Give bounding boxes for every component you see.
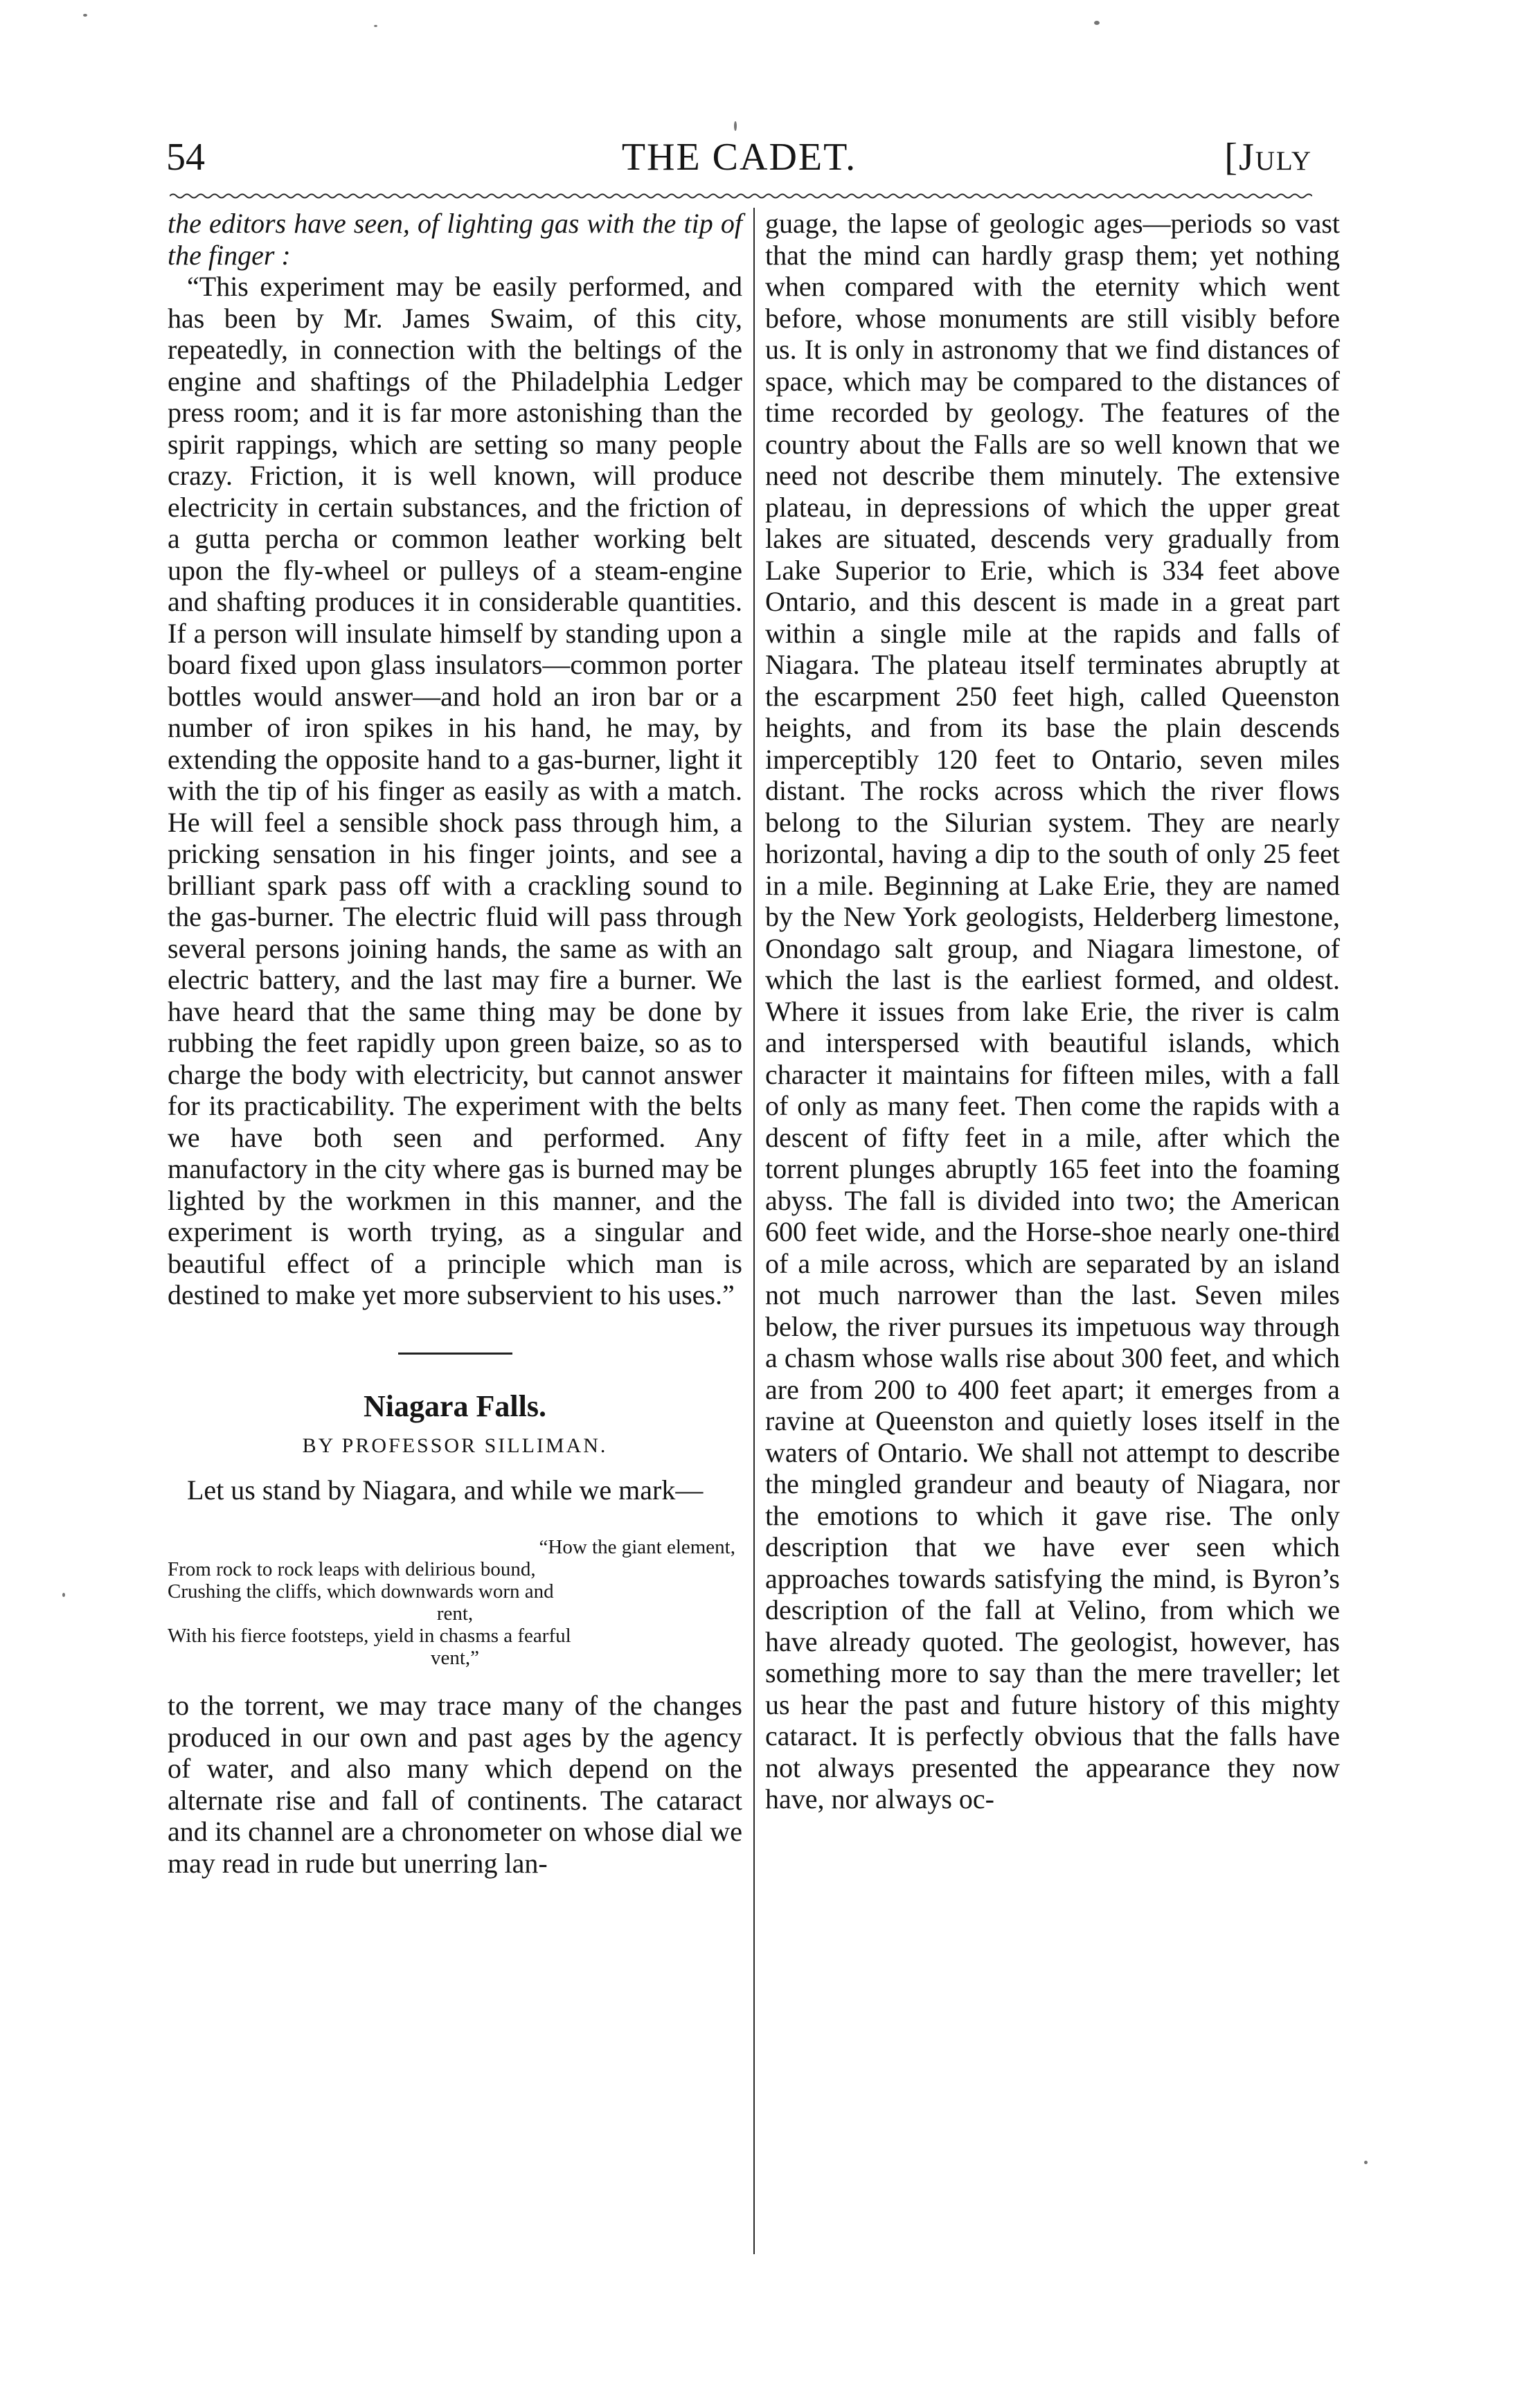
page-header <box>166 135 1312 184</box>
section-divider <box>398 1353 512 1355</box>
poem-line: vent,” <box>430 1647 480 1669</box>
article-body-right: guage, the lapse of geologic ages—periods so vast that the mind can hardly grasp them; yet nothing when compared with the eternity which went before, whose monuments are still visibly before us. It is only in astronomy that we find distances of space, which may be compared to the distances of time recorded by geology. The features of the country about the Falls are so well known that we need not describe them minutely. The extensive plateau, in depressions of which the upper great lakes are situated, descends very gradually from Lake Superior to Erie, which is 334 feet above Ontario, and this descent is made in a great part within a single mile at the rapids and falls of Niagara. The plateau itself terminates abruptly at the escarpment 250 feet high, called Queenston heights, and from its base the plain descends imperceptibly 120 feet to Ontario, seven miles distant. The rocks across which the river flows belong to the Silurian system. They are nearly horizontal, having a dip to the south of only 25 feet in a mile. Beginning at Lake Erie, they are named by the New York geologists, Helderberg limestone, Onondago salt group, and Niagara limestone, of which the last is the earliest formed, and oldest. Where it issues from lake Erie, the river is calm and interspersed with beautiful islands, which character it maintains for fifteen miles, with a fall of only as many feet. Then come the rapids with a descent of fifty feet in a mile, after which the torrent plunges abruptly 165 feet into the foaming abyss. The fall is divided into two; the American 600 feet wide, and the Horse-shoe nearly one-third of a mile across, which are separated by an island not much narrower than the last. Seven miles below, the river pursues its impetuous way through a chasm whose walls rise about 300 feet, and which are from 200 to 400 feet apart; it emerges from a ravine at Queenston and quietly loses itself in the waters of Ontario. We shall not attempt to describe the mingled grandeur and beauty of Niagara, nor the emotions to which it gave rise. The only description that we have ever seen which approaches towards satisfying the mind, is Byron’s description of the fall at Velino, from which we have already quoted. The geologist, however, has something more to say than the mere traveller; let us hear the past and future history of this mighty cataract. It is perfectly obvious that the falls have not always presented the appearance they now have, nor always oc- <box>765 208 1340 1814</box>
scan-speck <box>1094 21 1100 25</box>
quoted-passage: “This experiment may be easily performed, and has been by Mr. James Swaim, of this city, repeatedly, in connection with the beltings of the engine and shaftings of the Philadelphia Ledger press room; and it is far more astonishing than the spirit rappings, which are setting so many people crazy. Friction, it is well known, will produce electricity in certain substances, and the friction of a gutta percha or common leather working belt upon the fly-wheel or pulleys of a steam-engine and shafting produces it in considerable quantities. If a person will insulate himself by standing upon a board fixed upon glass insulators—common porter bottles would answer—and hold an iron bar or a number of iron spikes in his hand, he may, by extending the opposite hand to a gas-burner, light it with the tip of his finger as easily as with a match. He will feel a sensible shock pass through him, a pricking sensation in his finger joints, and see a brilliant spark pass off with a crackling sound to the gas-burner. The electric fluid will pass through several persons joining hands, the same as with an electric battery, and the last may fire a burner. We have heard that the same thing may be done by rubbing the feet rapidly upon green baize, so as to charge the body with electricity, but cannot answer for its practicability. The experiment with the belts we have both seen and performed. Any manufactory in the city where gas is burned may be lighted by the workmen in this manner, and the experiment is worth trying, as a singular and beautiful effect of a principle which man is destined to make yet more subservient to his uses.” <box>168 271 742 1310</box>
scan-speck <box>83 14 87 17</box>
article-lead: Let us stand by Niagara, and while we mark— <box>187 1474 704 1506</box>
poem-line: rent, <box>436 1603 474 1625</box>
right-column <box>765 208 1340 1815</box>
scan-speck <box>374 25 377 27</box>
poem-line: Crushing the cliffs, which downwards worn and <box>168 1580 554 1603</box>
column-divider <box>753 208 755 2254</box>
running-title: THE CADET. <box>621 136 857 179</box>
running-month: [July <box>1224 136 1312 179</box>
scan-speck <box>734 121 737 131</box>
poem-line: With his fierce footsteps, yield in chasms a fearful <box>168 1625 571 1647</box>
article-title: Niagara Falls. <box>364 1389 546 1423</box>
poem-line: From rock to rock leaps with delirious bound, <box>168 1558 536 1580</box>
left-column <box>168 208 742 1879</box>
poem-quote <box>168 1536 742 1669</box>
article-body-left: to the torrent, we may trace many of the changes produced in our own and past ages by the agency of water, and also many which depend on the alternate rise and fall of continents. The cataract and its channel are a chronometer on whose dial we may read in rude but unerring lan- <box>168 1690 742 1879</box>
page-number: 54 <box>166 136 205 179</box>
header-wavy-rule <box>170 193 1312 199</box>
scan-speck <box>1364 2161 1368 2164</box>
poem-line: “How the giant element, <box>539 1536 735 1558</box>
scan-speck <box>62 1593 65 1597</box>
intro-line: the editors have seen, of lighting gas with the tip of the finger : <box>168 208 742 271</box>
article-byline: BY PROFESSOR SILLIMAN. <box>302 1434 608 1457</box>
